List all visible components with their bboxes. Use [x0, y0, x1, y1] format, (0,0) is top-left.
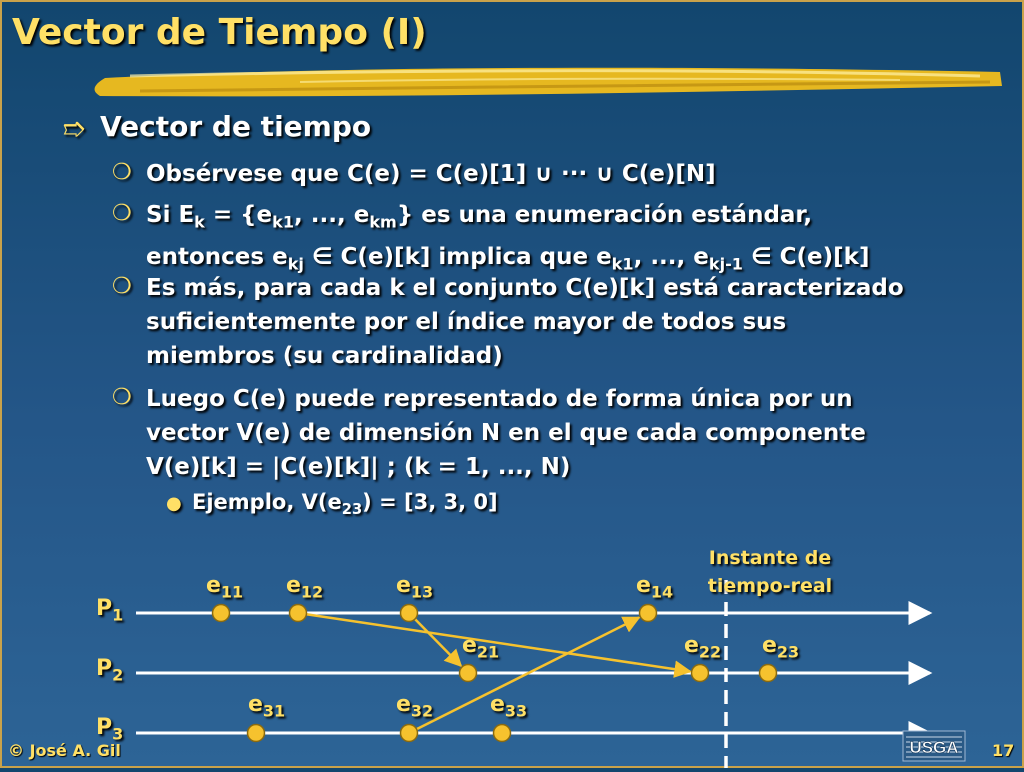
- space-time-canvas: [0, 540, 1024, 768]
- event-dot-e12: [290, 605, 307, 622]
- real-time-instant-note: Instante de tiempo-real: [707, 547, 833, 597]
- bullet-3: Es más, para cada k el conjunto C(e)[k] está caracterizado suficientemente por el índice mayor de todos sus miembros (su cardinalidad): [146, 275, 904, 369]
- bullet-circle-icon: ❍: [112, 274, 132, 299]
- bullet-4: Luego C(e) puede representado de forma única por un vector V(e) de dimensión N en el que cada componente V(e)[k] = |C(e)[k]| ; (k = 1, ..., N): [146, 386, 866, 480]
- event-label-e12: $e_{12}$: [286, 573, 324, 602]
- event-label-e23: $e_{23}$: [762, 633, 800, 662]
- event-dot-e23: [760, 665, 777, 682]
- page-number: 17: [992, 741, 1015, 760]
- slide-heading: Vector de tiempo: [100, 110, 372, 143]
- bullet-1: Obsérvese que C(e) = C(e)[1] ∪ ··· ∪ C(e)[N]: [146, 161, 716, 187]
- bullet-circle-icon: ❍: [112, 201, 132, 226]
- event-dot-e32: [401, 725, 418, 742]
- usga-logo: [902, 730, 966, 762]
- event-dot-e31: [248, 725, 265, 742]
- example-line: Ejemplo, $V(e_{23}) = [3$, 3, 0]: [192, 490, 498, 519]
- event-label-e14: $e_{14}$: [636, 573, 674, 602]
- footer-author: © José A. Gil: [8, 741, 121, 760]
- process-label-p1: $P_1$: [96, 596, 124, 625]
- event-dot-e13: [401, 605, 418, 622]
- event-label-e11: $e_{11}$: [206, 573, 244, 602]
- event-label-e22: $e_{22}$: [684, 633, 722, 662]
- sub-bullet-dot-icon: ●: [166, 493, 182, 514]
- event-label-e21: $e_{21}$: [462, 633, 500, 662]
- event-label-e33: $e_{33}$: [490, 692, 528, 721]
- slide-title: Vector de Tiempo (I): [12, 12, 427, 53]
- message-arrow-e13-e21: [409, 613, 461, 666]
- bullet-2: Si $E_k = \{e_{k1}$, ..., $e_{km}$} es una enumeración estándar, entonces $e_{kj}$ ∈ C(e)[k] implica que $e_{k1}$, ..., $e_{kj-1}$ ∈ C(e)[k]: [146, 202, 870, 274]
- svg-text:USGA: USGA: [909, 738, 959, 757]
- event-dot-e22: [692, 665, 709, 682]
- bullet-circle-icon: ❍: [112, 160, 132, 185]
- process-label-p2: $P_2$: [96, 656, 124, 685]
- event-dot-e14: [640, 605, 657, 622]
- heading-arrow-icon: ➱: [62, 112, 86, 145]
- title-underline-brushstroke: [0, 58, 1024, 103]
- event-label-e32: $e_{32}$: [396, 692, 434, 721]
- event-label-e13: $e_{13}$: [396, 573, 434, 602]
- event-dot-e33: [494, 725, 511, 742]
- process-label-p3: $P_3$: [96, 715, 124, 744]
- event-dot-e21: [460, 665, 477, 682]
- event-dot-e11: [213, 605, 230, 622]
- bullet-circle-icon: ❍: [112, 385, 132, 410]
- space-time-diagram: [0, 540, 1024, 768]
- event-label-e31: $e_{31}$: [248, 692, 286, 721]
